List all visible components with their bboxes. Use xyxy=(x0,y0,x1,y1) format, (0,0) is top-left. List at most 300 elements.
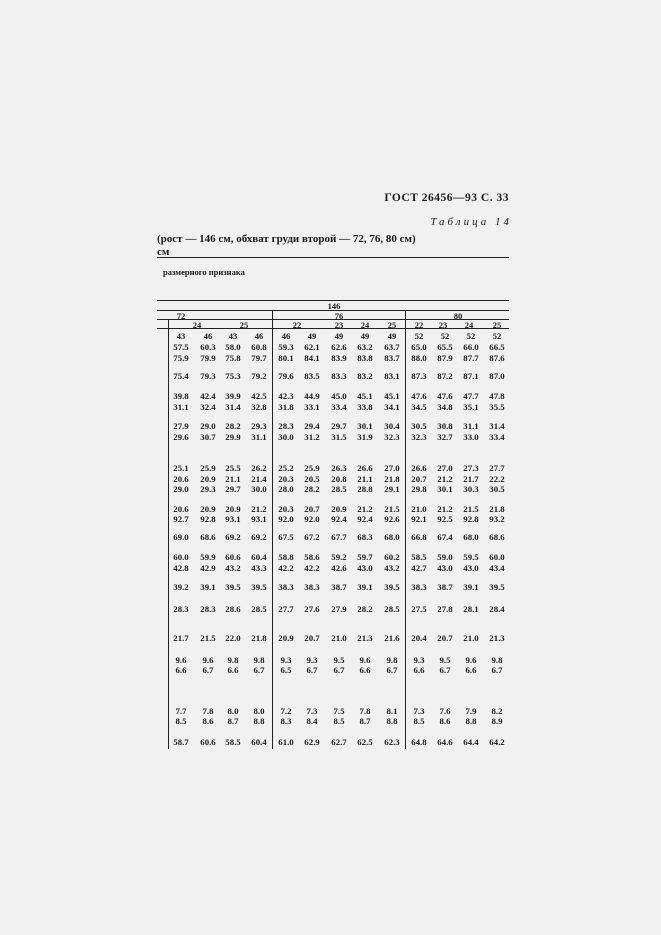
table-cell: 79.7 xyxy=(251,353,267,363)
table-cell: 30.0 xyxy=(278,432,294,442)
table-cell: 20.8 xyxy=(331,474,347,484)
table-row xyxy=(0,463,661,473)
table-row xyxy=(0,706,661,716)
table-cell: 20.7 xyxy=(304,504,320,514)
table-cell: 38.7 xyxy=(331,582,347,592)
table-cell: 21.2 xyxy=(357,504,373,514)
table-cell: 8.6 xyxy=(439,716,451,726)
table-cell: 21.7 xyxy=(173,633,189,643)
table-cell: 6.5 xyxy=(280,665,292,675)
table-cell: 39.5 xyxy=(489,582,505,592)
table-cell: 92.4 xyxy=(357,514,373,524)
table-cell: 9.6 xyxy=(175,655,187,665)
table-cell: 64.8 xyxy=(411,737,427,747)
table-cell: 68.0 xyxy=(463,532,479,542)
table-cell: 58.5 xyxy=(225,737,241,747)
table-cell: 21.1 xyxy=(357,474,373,484)
table-cell: 67.5 xyxy=(278,532,294,542)
table-cell: 39.8 xyxy=(173,391,189,401)
table-cell: 6.7 xyxy=(491,665,503,675)
table-cell: 8.7 xyxy=(227,716,239,726)
table-cell: 28.3 xyxy=(278,421,294,431)
table-cell: 6.6 xyxy=(359,665,371,675)
table-cell: 64.4 xyxy=(463,737,479,747)
table-cell: 28.5 xyxy=(331,484,347,494)
hip-value: 49 xyxy=(360,331,370,341)
table-cell: 39.9 xyxy=(225,391,241,401)
table-cell: 8.2 xyxy=(491,706,503,716)
table-cell: 93.1 xyxy=(225,514,241,524)
table-cell: 93.2 xyxy=(489,514,505,524)
table-cell: 87.3 xyxy=(411,371,427,381)
table-cell: 79.2 xyxy=(251,371,267,381)
table-cell: 6.7 xyxy=(253,665,265,675)
table-cell: 8.7 xyxy=(359,716,371,726)
table-cell: 68.6 xyxy=(489,532,505,542)
table-cell: 33.1 xyxy=(304,402,320,412)
table-cell: 30.5 xyxy=(411,421,427,431)
table-cell: 87.0 xyxy=(489,371,505,381)
table-cell: 21.0 xyxy=(331,633,347,643)
table-cell: 63.2 xyxy=(357,342,373,352)
table-cell: 43.0 xyxy=(437,563,453,573)
table-cell: 9.8 xyxy=(253,655,265,665)
waist-header: 24 xyxy=(360,320,370,330)
table-cell: 6.7 xyxy=(439,665,451,675)
hip-value: 46 xyxy=(203,331,213,341)
table-cell: 20.7 xyxy=(437,633,453,643)
table-cell: 26.6 xyxy=(357,463,373,473)
table-row xyxy=(0,665,661,675)
table-cell: 59.5 xyxy=(463,552,479,562)
table-cell: 87.6 xyxy=(489,353,505,363)
table-cell: 75.4 xyxy=(173,371,189,381)
hip-value: 52 xyxy=(440,331,450,341)
table-row xyxy=(0,604,661,614)
table-cell: 59.7 xyxy=(357,552,373,562)
table-cell: 30.7 xyxy=(200,432,216,442)
table-cell: 66.5 xyxy=(489,342,505,352)
table-cell: 92.4 xyxy=(331,514,347,524)
table-cell: 84.1 xyxy=(304,353,320,363)
hip-value: 52 xyxy=(414,331,424,341)
table-row xyxy=(0,391,661,401)
table-cell: 42.3 xyxy=(278,391,294,401)
table-row xyxy=(0,532,661,542)
table-cell: 58.8 xyxy=(278,552,294,562)
table-row xyxy=(0,655,661,665)
table-cell: 31.8 xyxy=(278,402,294,412)
table-cell: 47.8 xyxy=(489,391,505,401)
table-row xyxy=(0,716,661,726)
table-cell: 62.9 xyxy=(304,737,320,747)
table-cell: 87.2 xyxy=(437,371,453,381)
table-cell: 21.3 xyxy=(489,633,505,643)
table-cell: 25.9 xyxy=(200,463,216,473)
table-cell: 25.1 xyxy=(173,463,189,473)
table-cell: 29.9 xyxy=(225,432,241,442)
table-cell: 8.0 xyxy=(253,706,265,716)
table-cell: 7.3 xyxy=(413,706,425,716)
table-cell: 68.6 xyxy=(200,532,216,542)
table-cell: 28.1 xyxy=(463,604,479,614)
table-cell: 58.7 xyxy=(173,737,189,747)
table-cell: 29.3 xyxy=(251,421,267,431)
table-cell: 20.5 xyxy=(304,474,320,484)
table-cell: 21.7 xyxy=(463,474,479,484)
table-cell: 26.6 xyxy=(411,463,427,473)
waist-header: 25 xyxy=(239,320,249,330)
table-cell: 60.3 xyxy=(200,342,216,352)
table-cell: 27.9 xyxy=(173,421,189,431)
table-cell: 62.3 xyxy=(384,737,400,747)
table-cell: 83.2 xyxy=(357,371,373,381)
table-cell: 21.1 xyxy=(225,474,241,484)
waist-header: 25 xyxy=(387,320,397,330)
hip-header-row xyxy=(0,331,661,341)
table-cell: 27.8 xyxy=(437,604,453,614)
table-cell: 9.6 xyxy=(202,655,214,665)
table-cell: 7.8 xyxy=(202,706,214,716)
chest-group-72: 72 xyxy=(176,311,186,321)
table-cell: 29.4 xyxy=(304,421,320,431)
table-cell: 30.8 xyxy=(437,421,453,431)
table-cell: 47.6 xyxy=(411,391,427,401)
table-cell: 30.4 xyxy=(384,421,400,431)
waist-header: 25 xyxy=(492,320,502,330)
table-cell: 57.5 xyxy=(173,342,189,352)
table-cell: 31.4 xyxy=(489,421,505,431)
table-cell: 39.1 xyxy=(357,582,373,592)
table-cell: 20.9 xyxy=(200,474,216,484)
table-cell: 43.2 xyxy=(225,563,241,573)
table-cell: 8.5 xyxy=(413,716,425,726)
table-cell: 62.7 xyxy=(331,737,347,747)
table-cell: 31.1 xyxy=(173,402,189,412)
table-cell: 21.0 xyxy=(463,633,479,643)
table-cell: 43.3 xyxy=(251,563,267,573)
table-cell: 9.5 xyxy=(439,655,451,665)
table-cell: 25.9 xyxy=(304,463,320,473)
table-cell: 39.5 xyxy=(225,582,241,592)
table-cell: 87.9 xyxy=(437,353,453,363)
table-row xyxy=(0,504,661,514)
table-cell: 64.6 xyxy=(437,737,453,747)
table-cell: 29.6 xyxy=(173,432,189,442)
table-cell: 44.9 xyxy=(304,391,320,401)
table-cell: 42.8 xyxy=(173,563,189,573)
table-row xyxy=(0,484,661,494)
hip-value: 43 xyxy=(176,331,186,341)
table-cell: 8.8 xyxy=(253,716,265,726)
table-cell: 35.5 xyxy=(489,402,505,412)
table-cell: 6.6 xyxy=(465,665,477,675)
table-row xyxy=(0,633,661,643)
table-cell: 8.8 xyxy=(465,716,477,726)
table-cell: 39.1 xyxy=(200,582,216,592)
subcaption: размерного признака xyxy=(163,267,245,277)
table-cell: 92.7 xyxy=(173,514,189,524)
table-cell: 92.6 xyxy=(384,514,400,524)
hip-value: 49 xyxy=(387,331,397,341)
table-cell: 27.5 xyxy=(411,604,427,614)
table-cell: 39.5 xyxy=(384,582,400,592)
table-cell: 93.1 xyxy=(251,514,267,524)
table-cell: 28.2 xyxy=(357,604,373,614)
table-cell: 32.3 xyxy=(384,432,400,442)
table-row xyxy=(0,432,661,442)
table-cell: 83.8 xyxy=(357,353,373,363)
table-cell: 30.0 xyxy=(251,484,267,494)
table-cell: 25.2 xyxy=(278,463,294,473)
table-cell: 21.8 xyxy=(384,474,400,484)
table-cell: 9.8 xyxy=(491,655,503,665)
table-cell: 25.5 xyxy=(225,463,241,473)
chest-group-80: 80 xyxy=(453,311,463,321)
table-cell: 31.4 xyxy=(225,402,241,412)
table-cell: 21.3 xyxy=(357,633,373,643)
table-cell: 66.0 xyxy=(463,342,479,352)
hip-value: 49 xyxy=(334,331,344,341)
table-cell: 42.2 xyxy=(304,563,320,573)
table-cell: 60.6 xyxy=(200,737,216,747)
table-cell: 79.9 xyxy=(200,353,216,363)
table-row xyxy=(0,552,661,562)
table-cell: 8.1 xyxy=(386,706,398,716)
table-cell: 21.4 xyxy=(251,474,267,484)
table-cell: 28.5 xyxy=(384,604,400,614)
table-cell: 6.7 xyxy=(386,665,398,675)
height-value: 146 xyxy=(327,301,341,311)
table-cell: 38.3 xyxy=(411,582,427,592)
table-cell: 27.0 xyxy=(384,463,400,473)
table-cell: 31.5 xyxy=(331,432,347,442)
table-cell: 92.1 xyxy=(411,514,427,524)
table-cell: 6.6 xyxy=(413,665,425,675)
table-cell: 7.8 xyxy=(359,706,371,716)
table-cell: 8.3 xyxy=(280,716,292,726)
table-cell: 61.0 xyxy=(278,737,294,747)
table-cell: 29.0 xyxy=(200,421,216,431)
table-cell: 39.2 xyxy=(173,582,189,592)
table-cell: 66.8 xyxy=(411,532,427,542)
caption-line-1: (рост — 146 см, обхват груди второй — 72, 76, 80 см) xyxy=(157,233,416,245)
table-cell: 9.3 xyxy=(413,655,425,665)
table-cell: 9.5 xyxy=(333,655,345,665)
table-cell: 29.7 xyxy=(225,484,241,494)
table-row xyxy=(0,421,661,431)
standard-reference: ГОСТ 26456—93 С. 33 xyxy=(384,192,509,204)
table-cell: 21.0 xyxy=(411,504,427,514)
table-cell: 26.3 xyxy=(331,463,347,473)
table-cell: 87.7 xyxy=(463,353,479,363)
table-cell: 21.2 xyxy=(437,504,453,514)
table-cell: 22.0 xyxy=(225,633,241,643)
table-cell: 28.6 xyxy=(225,604,241,614)
table-cell: 7.6 xyxy=(439,706,451,716)
table-cell: 47.7 xyxy=(463,391,479,401)
table-cell: 92.0 xyxy=(278,514,294,524)
table-cell: 62.1 xyxy=(304,342,320,352)
table-cell: 69.0 xyxy=(173,532,189,542)
table-cell: 83.1 xyxy=(384,371,400,381)
table-cell: 31.9 xyxy=(357,432,373,442)
table-cell: 27.3 xyxy=(463,463,479,473)
table-cell: 34.8 xyxy=(437,402,453,412)
table-cell: 43.2 xyxy=(384,563,400,573)
table-cell: 83.9 xyxy=(331,353,347,363)
table-cell: 28.0 xyxy=(278,484,294,494)
table-cell: 92.0 xyxy=(304,514,320,524)
table-cell: 79.6 xyxy=(278,371,294,381)
table-cell: 31.2 xyxy=(304,432,320,442)
table-cell: 30.1 xyxy=(437,484,453,494)
table-cell: 32.3 xyxy=(411,432,427,442)
table-cell: 20.6 xyxy=(173,474,189,484)
hip-value: 43 xyxy=(228,331,238,341)
table-cell: 59.2 xyxy=(331,552,347,562)
table-cell: 8.6 xyxy=(202,716,214,726)
table-cell: 33.8 xyxy=(357,402,373,412)
table-cell: 60.0 xyxy=(173,552,189,562)
table-cell: 6.6 xyxy=(175,665,187,675)
table-cell: 20.3 xyxy=(278,474,294,484)
table-cell: 9.6 xyxy=(465,655,477,665)
table-cell: 21.2 xyxy=(437,474,453,484)
waist-header: 23 xyxy=(438,320,448,330)
table-cell: 8.5 xyxy=(175,716,187,726)
table-cell: 26.2 xyxy=(251,463,267,473)
table-cell: 32.4 xyxy=(200,402,216,412)
table-cell: 75.8 xyxy=(225,353,241,363)
table-cell: 34.1 xyxy=(384,402,400,412)
table-row xyxy=(0,474,661,484)
table-cell: 7.9 xyxy=(465,706,477,716)
table-cell: 83.5 xyxy=(304,371,320,381)
table-cell: 29.7 xyxy=(331,421,347,431)
table-cell: 64.2 xyxy=(489,737,505,747)
table-cell: 28.5 xyxy=(251,604,267,614)
table-cell: 27.7 xyxy=(489,463,505,473)
table-cell: 69.2 xyxy=(251,532,267,542)
table-number: Таблица 14 xyxy=(430,216,512,228)
table-cell: 60.2 xyxy=(384,552,400,562)
table-cell: 58.6 xyxy=(304,552,320,562)
table-cell: 60.4 xyxy=(251,552,267,562)
table-cell: 33.0 xyxy=(463,432,479,442)
table-cell: 6.7 xyxy=(202,665,214,675)
table-cell: 27.6 xyxy=(304,604,320,614)
table-cell: 8.4 xyxy=(306,716,318,726)
table-cell: 27.0 xyxy=(437,463,453,473)
table-cell: 67.7 xyxy=(331,532,347,542)
table-cell: 39.5 xyxy=(251,582,267,592)
table-cell: 42.6 xyxy=(331,563,347,573)
table-cell: 38.3 xyxy=(278,582,294,592)
table-cell: 20.7 xyxy=(304,633,320,643)
table-cell: 58.5 xyxy=(411,552,427,562)
hip-value: 46 xyxy=(281,331,291,341)
table-cell: 39.1 xyxy=(463,582,479,592)
table-cell: 87.1 xyxy=(463,371,479,381)
table-cell: 45.1 xyxy=(357,391,373,401)
table-cell: 28.2 xyxy=(225,421,241,431)
table-cell: 60.0 xyxy=(489,552,505,562)
table-cell: 33.4 xyxy=(489,432,505,442)
table-cell: 42.5 xyxy=(251,391,267,401)
table-cell: 20.9 xyxy=(200,504,216,514)
table-cell: 20.9 xyxy=(278,633,294,643)
waist-header: 22 xyxy=(292,320,302,330)
table-cell: 9.3 xyxy=(280,655,292,665)
table-cell: 68.0 xyxy=(384,532,400,542)
table-cell: 20.6 xyxy=(173,504,189,514)
table-cell: 21.5 xyxy=(200,633,216,643)
table-cell: 43.0 xyxy=(463,563,479,573)
table-row xyxy=(0,737,661,747)
table-cell: 30.5 xyxy=(489,484,505,494)
table-cell: 45.0 xyxy=(331,391,347,401)
table-cell: 7.5 xyxy=(333,706,345,716)
table-cell: 35.1 xyxy=(463,402,479,412)
caption-divider xyxy=(157,257,509,258)
hip-value: 46 xyxy=(254,331,264,341)
table-cell: 6.7 xyxy=(333,665,345,675)
table-cell: 8.9 xyxy=(491,716,503,726)
table-cell: 62.5 xyxy=(357,737,373,747)
table-cell: 43.4 xyxy=(489,563,505,573)
table-cell: 38.7 xyxy=(437,582,453,592)
table-cell: 47.6 xyxy=(437,391,453,401)
table-cell: 80.1 xyxy=(278,353,294,363)
table-cell: 21.8 xyxy=(489,504,505,514)
table-cell: 9.6 xyxy=(359,655,371,665)
table-cell: 67.2 xyxy=(304,532,320,542)
table-cell: 21.5 xyxy=(384,504,400,514)
table-cell: 30.3 xyxy=(463,484,479,494)
table-cell: 58.0 xyxy=(225,342,241,352)
table-cell: 92.8 xyxy=(200,514,216,524)
table-cell: 6.7 xyxy=(306,665,318,675)
table-cell: 68.3 xyxy=(357,532,373,542)
table-cell: 65.0 xyxy=(411,342,427,352)
table-cell: 59.3 xyxy=(278,342,294,352)
table-cell: 21.2 xyxy=(251,504,267,514)
table-caption xyxy=(157,233,416,259)
table-cell: 8.5 xyxy=(333,716,345,726)
hip-value: 52 xyxy=(466,331,476,341)
table-cell: 38.3 xyxy=(304,582,320,592)
table-cell: 75.3 xyxy=(225,371,241,381)
table-row xyxy=(0,514,661,524)
table-cell: 32.8 xyxy=(251,402,267,412)
table-cell: 21.8 xyxy=(251,633,267,643)
table-cell: 7.7 xyxy=(175,706,187,716)
table-cell: 62.6 xyxy=(331,342,347,352)
hip-value: 52 xyxy=(492,331,502,341)
table-cell: 7.2 xyxy=(280,706,292,716)
table-cell: 42.7 xyxy=(411,563,427,573)
table-cell: 31.1 xyxy=(463,421,479,431)
table-row xyxy=(0,342,661,352)
table-row xyxy=(0,402,661,412)
table-cell: 9.8 xyxy=(386,655,398,665)
table-cell: 83.3 xyxy=(331,371,347,381)
table-cell: 45.1 xyxy=(384,391,400,401)
table-cell: 9.3 xyxy=(306,655,318,665)
table-cell: 34.5 xyxy=(411,402,427,412)
table-row xyxy=(0,563,661,573)
